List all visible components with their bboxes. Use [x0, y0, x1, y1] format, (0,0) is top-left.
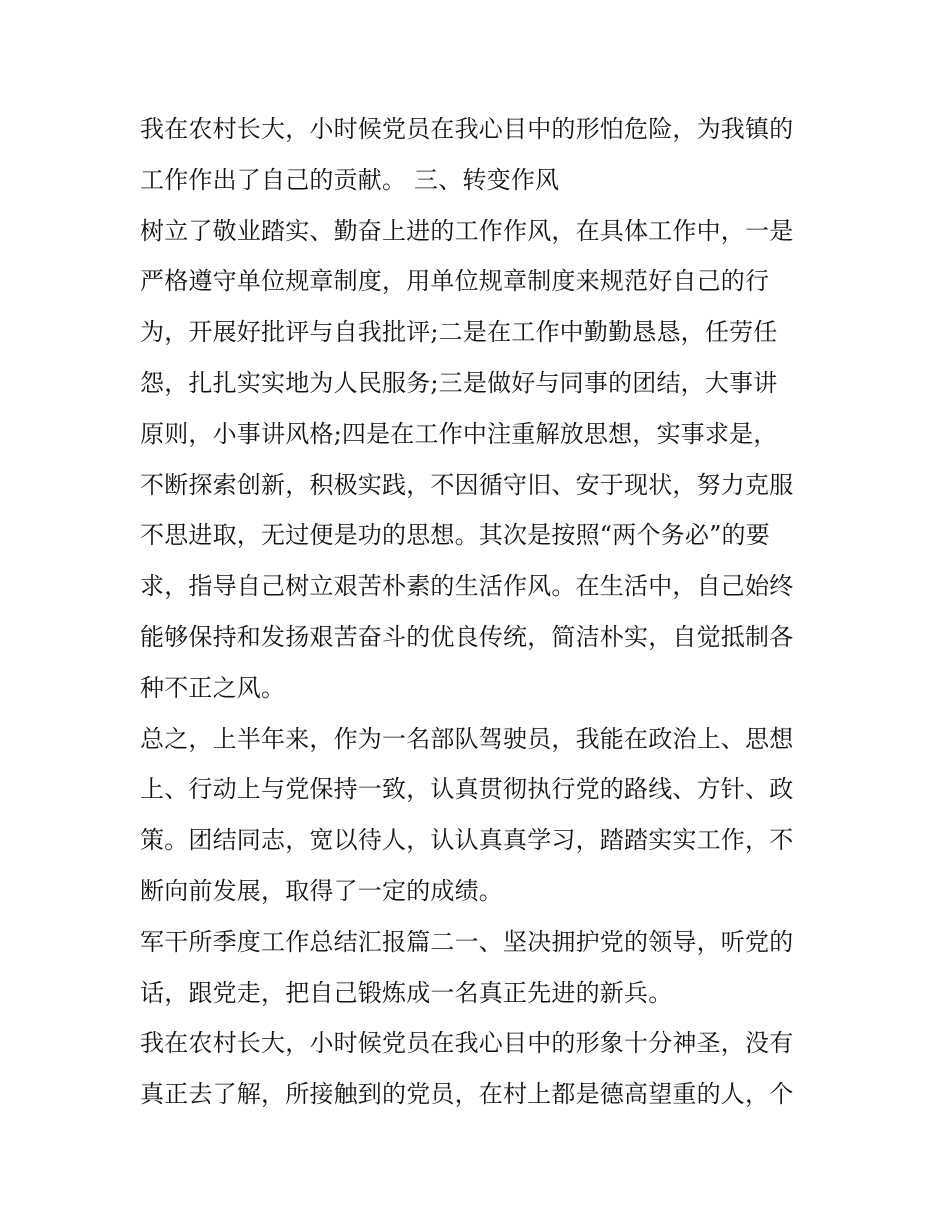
text-line-18: 话，跟党走，把自己锻炼成一名真正先进的新兵。 — [140, 978, 673, 1007]
text-line-5: 为，开展好批评与自我批评;二是在工作中勤勤恳恳，任劳任 — [140, 318, 778, 347]
text-line-12: 种不正之风。 — [140, 673, 286, 702]
text-line-20: 真正去了解，所接触到的党员，在村上都是德高望重的人，个 — [140, 1080, 794, 1109]
text-line-19: 我在农村长大，小时候党员在我心目中的形象十分神圣，没有 — [140, 1029, 794, 1058]
text-line-15: 策。团结同志，宽以待人，认认真真学习，踏踏实实工作，不 — [140, 826, 794, 855]
text-line-9: 不思进取，无过便是功的思想。其次是按照“两个务必”的要 — [140, 521, 770, 550]
text-line-16: 断向前发展，取得了一定的成绩。 — [140, 876, 503, 905]
text-line-17: 军干所季度工作总结汇报篇二一、坚决拥护党的领导，听党的 — [140, 927, 794, 956]
text-line-13: 总之，上半年来，作为一名部队驾驶员，我能在政治上、思想 — [140, 724, 794, 753]
text-line-14: 上、行动上与党保持一致，认真贯彻执行党的路线、方针、政 — [140, 775, 794, 804]
text-line-10: 求，指导自己树立艰苦朴素的生活作风。在生活中，自己始终 — [140, 572, 794, 601]
text-line-3: 树立了敬业踏实、勤奋上进的工作作风，在具体工作中，一是 — [140, 216, 794, 245]
text-line-8: 不断探索创新，积极实践，不因循守旧、安于现状，努力克服 — [140, 470, 794, 499]
text-line-7: 原则，小事讲风格;四是在工作中注重解放思想，实事求是， — [140, 419, 778, 448]
text-line-2: 工作作出了自己的贡献。 三、转变作风 — [140, 165, 560, 194]
document-body — [140, 104, 820, 1120]
text-line-1: 我在农村长大，小时候党员在我心目中的形怕危险，为我镇的 — [140, 115, 794, 143]
text-line-11: 能够保持和发扬艰苦奋斗的优良传统，简洁朴实，自觉抵制各 — [140, 622, 794, 651]
text-line-4: 严格遵守单位规章制度，用单位规章制度来规范好自己的行 — [140, 267, 770, 296]
text-line-6: 怨，扎扎实实地为人民服务;三是做好与同事的团结，大事讲 — [140, 368, 778, 397]
